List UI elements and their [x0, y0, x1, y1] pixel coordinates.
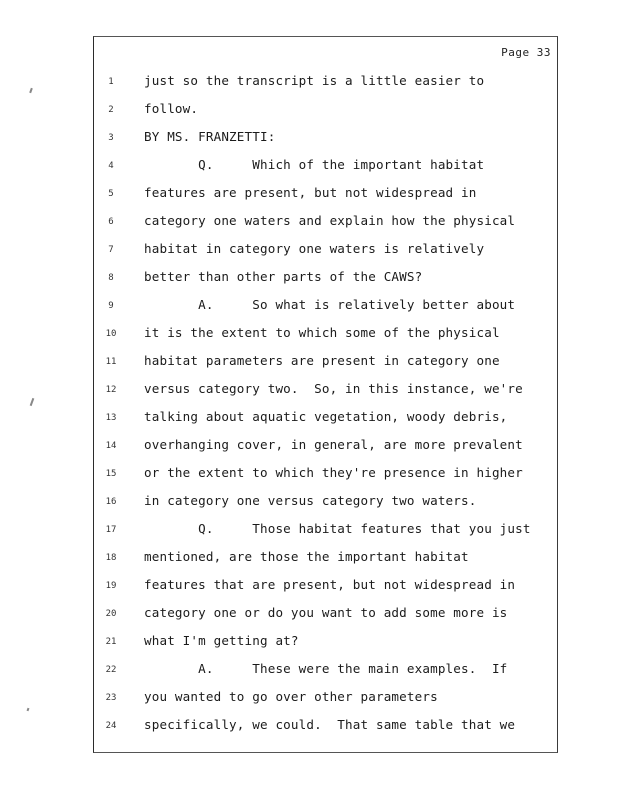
scan-speck	[29, 88, 33, 93]
transcript-line	[94, 493, 557, 521]
line-number: 23	[105, 693, 117, 703]
transcript-line	[94, 661, 557, 689]
scan-speck	[27, 708, 30, 712]
transcript-line	[94, 633, 557, 661]
line-number: 3	[108, 133, 114, 143]
line-number: 18	[105, 553, 117, 563]
line-text: just so the transcript is a little easier to	[144, 73, 485, 88]
line-text: habitat parameters are present in category one	[144, 353, 500, 368]
scan-speck	[30, 398, 35, 406]
line-text: mentioned, are those the important habitat	[144, 549, 469, 564]
transcript-line	[94, 605, 557, 633]
transcript-page	[93, 36, 558, 753]
transcript-line	[94, 577, 557, 605]
transcript-line	[94, 409, 557, 437]
line-number: 1	[108, 77, 114, 87]
line-number: 10	[105, 329, 117, 339]
line-number: 24	[105, 721, 117, 731]
line-number: 9	[108, 301, 114, 311]
line-number: 8	[108, 273, 114, 283]
line-number: 13	[105, 413, 117, 423]
transcript-line	[94, 213, 557, 241]
line-number: 12	[105, 385, 117, 395]
line-number: 17	[105, 525, 117, 535]
transcript-line	[94, 297, 557, 325]
transcript-line	[94, 157, 557, 185]
line-text: overhanging cover, in general, are more prevalent	[144, 437, 523, 452]
transcript-line	[94, 325, 557, 353]
transcript-line	[94, 689, 557, 717]
line-text: it is the extent to which some of the physical	[144, 325, 500, 340]
line-text: category one waters and explain how the physical	[144, 213, 516, 228]
line-number: 4	[108, 161, 114, 171]
line-text: in category one versus category two waters.	[144, 493, 477, 508]
line-text: better than other parts of the CAWS?	[144, 269, 423, 284]
transcript-line	[94, 101, 557, 129]
line-number: 2	[108, 105, 114, 115]
transcript-line	[94, 717, 557, 745]
line-text: A. These were the main examples. If	[144, 661, 508, 676]
transcript-line	[94, 73, 557, 101]
transcript-line	[94, 465, 557, 493]
line-number: 20	[105, 609, 117, 619]
transcript-line	[94, 521, 557, 549]
line-number: 5	[108, 189, 114, 199]
line-text: follow.	[144, 101, 199, 116]
line-number: 19	[105, 581, 117, 591]
transcript-line	[94, 437, 557, 465]
line-text: category one or do you want to add some more is	[144, 605, 508, 620]
line-text: A. So what is relatively better about	[144, 297, 516, 312]
line-text: habitat in category one waters is relatively	[144, 241, 485, 256]
line-text: features are present, but not widespread in	[144, 185, 477, 200]
line-number: 16	[105, 497, 117, 507]
transcript-line	[94, 353, 557, 381]
transcript-line	[94, 241, 557, 269]
line-number: 22	[105, 665, 117, 675]
line-text: specifically, we could. That same table that we	[144, 717, 516, 732]
transcript-line	[94, 129, 557, 157]
line-text: or the extent to which they're presence in higher	[144, 465, 523, 480]
line-text: features that are present, but not widespread in	[144, 577, 516, 592]
line-number: 21	[105, 637, 117, 647]
transcript-line	[94, 185, 557, 213]
page-number-header: Page 33	[501, 46, 551, 59]
transcript-line	[94, 549, 557, 577]
line-text: versus category two. So, in this instance, we're	[144, 381, 523, 396]
line-number: 6	[108, 217, 114, 227]
line-number: 7	[108, 245, 114, 255]
line-text: talking about aquatic vegetation, woody debris,	[144, 409, 508, 424]
line-text: Q. Those habitat features that you just	[144, 521, 531, 536]
line-number: 14	[105, 441, 117, 451]
line-number: 15	[105, 469, 117, 479]
line-text: you wanted to go over other parameters	[144, 689, 438, 704]
transcript-line	[94, 381, 557, 409]
line-text: Q. Which of the important habitat	[144, 157, 485, 172]
line-text: BY MS. FRANZETTI:	[144, 129, 276, 144]
line-number: 11	[105, 357, 117, 367]
line-text: what I'm getting at?	[144, 633, 299, 648]
transcript-line	[94, 269, 557, 297]
